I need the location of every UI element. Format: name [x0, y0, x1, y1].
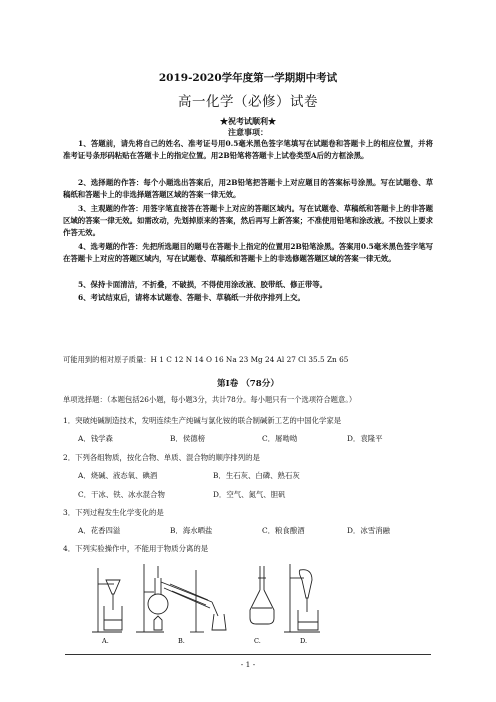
page-number: - 1 -: [240, 660, 256, 669]
atomic-masses: 可能用到的相对原子质量：H 1 C 12 N 14 O 16 Na 23 Mg 24 Al 27 Cl 35.5 Zn 65: [63, 355, 349, 364]
q2-option-b: B．生石灰、白磷、熟石灰: [213, 471, 300, 480]
figure-label-b: B.: [178, 637, 185, 645]
distillation-apparatus-icon: [136, 564, 226, 632]
q3-option-c: C．粮食酿酒: [262, 526, 305, 535]
q1-option-c: C．屠呦呦: [262, 434, 298, 443]
figure-label-c: C.: [254, 637, 261, 645]
filtration-apparatus-icon: [92, 568, 122, 632]
note-5: 5、保持卡面清洁，不折叠，不破损，不得使用涂改液、胶带纸、修正带等。: [78, 280, 328, 289]
q2-option-a: A．烧碱、液态氧、碘酒: [78, 471, 158, 480]
q3-option-a: A．花香四溢: [78, 526, 121, 535]
question-2-stem: 2．下列各组物质，按化合物、单质、混合物的顺序排列的是: [63, 453, 260, 462]
volumetric-flask-icon: [250, 566, 274, 624]
instruction: 单项选择题：（本题包括26小题，每小题3分，共计78分。每小题只有一个选项符合题意。）: [63, 395, 357, 404]
q3-option-d: D．冰雪消融: [347, 526, 390, 535]
question-1-stem: 1．突破纯碱制造技术，发明连续生产纯碱与氯化铵的联合制碱新工艺的中国化学家是: [63, 416, 342, 425]
question-4-stem: 4．下列实验操作中，不能用于物质分离的是: [63, 544, 209, 553]
exam-title: 2019-2020学年度第一学期期中考试: [158, 72, 338, 84]
note-3: 3、主观题的作答：用签字笔直接答在答题卡上对应的答题区域内。写在试题卷、草稿纸和答题卡上的非答题区域的答案一律无效。如需改动，先划掉原来的答案，然后再写上新答案；不准使用铅笔和涂改液。不按以上要求作答无效。: [63, 204, 433, 238]
figure-label-d: D.: [300, 637, 308, 645]
note-6: 6、考试结束后，请将本试题卷、答题卡、草稿纸一并依序排列上交。: [78, 293, 305, 302]
note-4: 4、选考题的作答：先把所选题目的题号在答题卡上指定的位置用2B铅笔涂黑。答案用0.5毫米黑色签字笔写在答题卡上对应的答题区域内，写在试题卷、草稿纸和答题卡上的非选修题答题区域的答案一律无效。: [63, 242, 433, 264]
q2-option-c: C．干冰、铁、冰水混合物: [78, 490, 165, 499]
section-heading: 第Ⅰ卷 （78分）: [217, 379, 279, 389]
q2-option-d: D．空气、氮气、胆矾: [213, 490, 286, 499]
wish-line: ★祝考试顺利★: [220, 116, 276, 126]
notes-title: 注意事项：: [228, 127, 268, 137]
note-2: 2、选择题的作答：每个小题选出答案后，用2B铅笔把答题卡上对应题目的答案标号涂黑。写在试题卷、草稿纸和答题卡上的非选择题答题区域的答案一律无效。: [63, 178, 433, 200]
note-1: 1、答题前，请先将自己的姓名、准考证号用0.5毫米黑色签字笔填写在试题卷和答题卡上的相应位置，并将准考证号条形码粘贴在答题卡上的指定位置。用2B铅笔将答题卡上试卷类型A后的方框涂黑。: [63, 139, 433, 161]
footer-rule: [65, 654, 431, 655]
question-3-stem: 3．下列过程发生化学变化的是: [63, 508, 164, 517]
apparatus-figure: [92, 558, 332, 646]
exam-subtitle: 高一化学（必修）试卷: [178, 94, 318, 110]
q3-option-b: B．海水晒盐: [170, 526, 213, 535]
q1-option-b: B．侯德榜: [170, 434, 205, 443]
figure-label-a: A.: [102, 637, 109, 645]
separatory-funnel-icon: [284, 564, 320, 632]
q1-option-d: D．袁隆平: [347, 434, 383, 443]
q1-option-a: A．钱学森: [78, 434, 113, 443]
